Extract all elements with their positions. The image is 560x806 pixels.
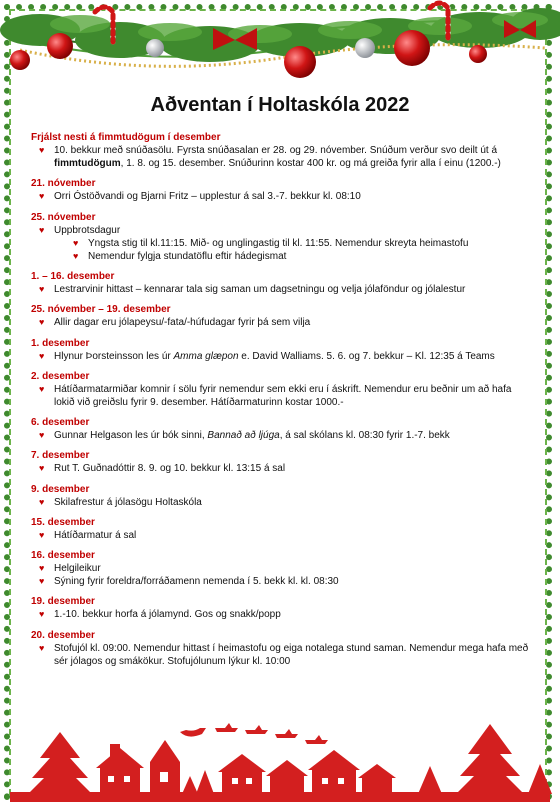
item-text: Rut T. Guðnadóttir 8. 9. og 10. bekkur kl. 13:15 á sal: [54, 463, 286, 475]
item-text: Gunnar Helgason les úr bók sinni,: [54, 430, 208, 442]
item-text: Sýning fyrir foreldra/forráðamenn nemenda í 5. bekk kl. kl. 08:30: [54, 576, 339, 588]
event-section: [31, 629, 531, 668]
list-item: [31, 144, 531, 170]
list-item: [31, 575, 531, 588]
item-text: Helgileikur: [54, 563, 101, 575]
date-heading: 2. desember: [31, 370, 90, 382]
date-heading: 25. nóvember – 19. desember: [31, 304, 171, 316]
heart-bullet-icon: ♥: [39, 576, 45, 587]
item-text: Hátíðarmatarmiðar komnir í sölu fyrir nemendur sem ekki eru í áskrift. Nemendur eru beðnir um að hafa lokið við greiðslu fyrir 9. desember. Hátíðarmaturinn kostar 1000.-: [54, 383, 512, 409]
list-item: [31, 224, 531, 237]
item-text: 10. bekkur með snúðasölu. Fyrsta snúðasalan er 28. og 29. nóvember. Snúðum verður svo deilt út á: [54, 145, 498, 156]
item-text: Hlynur Þorsteinsson les úr: [54, 350, 174, 362]
item-text: Uppbrotsdagur: [54, 224, 121, 236]
list-item: [31, 642, 531, 668]
list-item: [31, 383, 531, 409]
item-text: Lestrarvinir hittast – kennarar tala sig saman um dagsetningu og velja jólaföndur og jólalestur: [54, 284, 466, 296]
book-title: Bannað að ljúga: [207, 430, 280, 442]
list-item: [31, 496, 531, 509]
date-heading: 20. desember: [31, 629, 95, 641]
date-heading: 16. desember: [31, 550, 95, 562]
heart-bullet-icon: ♥: [39, 496, 45, 507]
date-heading: 15. desember: [31, 516, 95, 528]
heart-bullet-icon: ♥: [39, 383, 45, 394]
date-heading: 7. desember: [31, 450, 90, 462]
heart-bullet-icon: ♥: [39, 317, 45, 328]
sub-list-item: [31, 250, 531, 263]
item-text: Orri Óstöðvandi og Bjarni Fritz – upplestur á sal 3.-7. bekkur kl. 08:10: [54, 191, 361, 203]
date-heading: 25. nóvember: [31, 211, 96, 223]
item-bold-text: fimmtudögum: [54, 158, 121, 170]
item-text: Allir dagar eru jólapeysu/-fata/-húfudagar fyrir þá sem vilja: [54, 317, 311, 329]
event-section: [31, 211, 531, 264]
event-section: [31, 595, 531, 621]
event-section: [31, 416, 531, 442]
item-text: Skilafrestur á jólasögu Holtaskóla: [54, 496, 202, 508]
heart-bullet-icon: ♥: [39, 191, 45, 202]
book-title: Amma glæpon: [173, 350, 239, 362]
item-text: , á sal skólans kl. 08:30 fyrir 1.-7. bekk: [279, 430, 450, 442]
heart-bullet-icon: ♥: [73, 237, 79, 248]
item-text: Stofujól kl. 09:00. Nemendur hittast í heimastofu og eiga notalega stund saman. Nemendur mega hafa með sér jólagos og smákökur. Stofujólunum lýkur kl. 10:00: [54, 642, 529, 667]
heart-bullet-icon: ♥: [39, 642, 45, 653]
item-text: Hátíðarmatur á sal: [54, 529, 137, 541]
date-heading: 6. desember: [31, 417, 90, 429]
list-item: [31, 462, 531, 475]
item-text: Yngsta stig til kl.11:15. Mið- og unglingastig til kl. 11:55. Nemendur skreyta heimastofu: [88, 237, 469, 249]
christmas-garland-image: [0, 0, 560, 92]
event-section: [31, 337, 531, 363]
heart-bullet-icon: ♥: [39, 224, 45, 235]
date-heading: 1. desember: [31, 337, 90, 349]
item-text: Nemendur fylgja stundatöflu eftir hádegismat: [88, 251, 287, 263]
christmas-village-image: [0, 718, 560, 806]
event-section: [31, 370, 531, 409]
event-section: [31, 516, 531, 542]
event-section: [31, 449, 531, 475]
list-item: [31, 190, 531, 203]
date-heading: Frjálst nesti á fimmtudögum í desember: [31, 132, 221, 143]
sub-list-item: [31, 237, 531, 250]
list-item: [31, 608, 531, 621]
heart-bullet-icon: ♥: [39, 529, 45, 540]
date-heading: 1. – 16. desember: [31, 271, 115, 283]
event-list: [31, 131, 531, 675]
list-item: [31, 350, 531, 363]
event-section: [31, 549, 531, 588]
date-heading: 19. desember: [31, 596, 95, 608]
heart-bullet-icon: ♥: [39, 284, 45, 295]
page-title: Aðventan í Holtaskóla 2022: [150, 94, 410, 116]
item-text: e. David Walliams. 5. 6. og 7. bekkur – Kl. 12:35 á Teams: [238, 350, 495, 362]
heart-bullet-icon: ♥: [39, 145, 45, 155]
list-item: [31, 529, 531, 542]
event-section: [31, 483, 531, 509]
list-item: [31, 316, 531, 329]
list-item: [31, 429, 531, 442]
event-section: [31, 303, 531, 329]
item-text: 1.-10. bekkur horfa á jólamynd. Gos og snakk/popp: [54, 609, 281, 621]
heart-bullet-icon: ♥: [39, 563, 45, 574]
event-section: [31, 177, 531, 203]
date-heading: 21. nóvember: [31, 178, 96, 190]
heart-bullet-icon: ♥: [39, 430, 45, 441]
date-heading: 9. desember: [31, 483, 90, 495]
heart-bullet-icon: ♥: [39, 350, 45, 361]
item-text: , 1. 8. og 15. desember. Snúðurinn kostar 400 kr. og má greiða fyrir alla í einu (1200.-): [120, 158, 501, 170]
event-section: [31, 131, 531, 170]
heart-bullet-icon: ♥: [39, 609, 45, 620]
list-item: [31, 562, 531, 575]
heart-bullet-icon: ♥: [39, 463, 45, 474]
event-section: [31, 270, 531, 296]
heart-bullet-icon: ♥: [73, 251, 79, 262]
list-item: [31, 283, 531, 296]
